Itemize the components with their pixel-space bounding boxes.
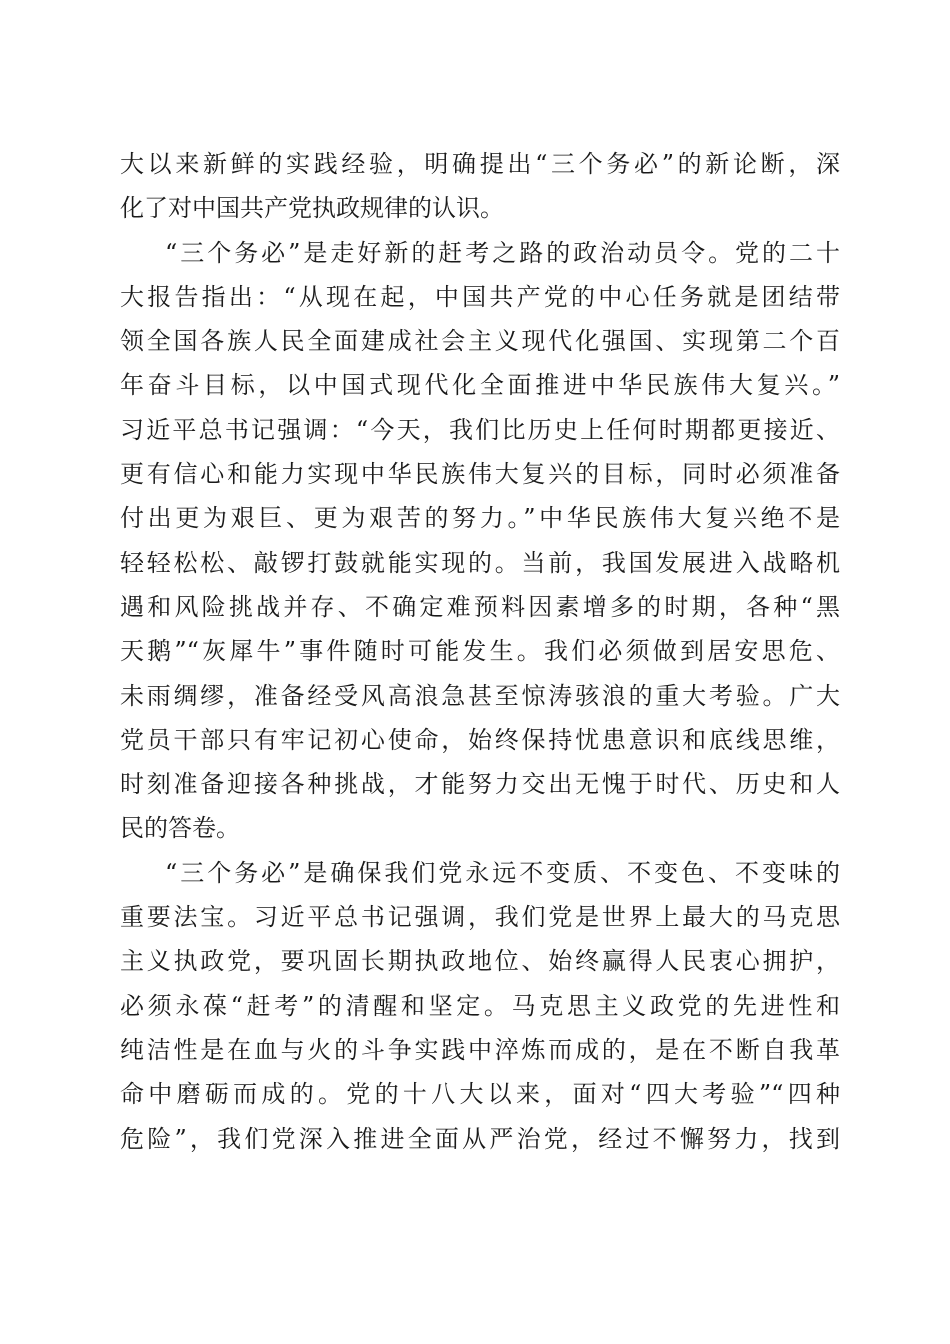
paragraph-2	[120, 231, 840, 851]
text-line: 时刻准备迎接各种挑战，才能努力交出无愧于时代、历史和人	[120, 770, 840, 799]
paragraph-1	[120, 142, 840, 231]
text-line: 党员干部只有牢记初心使命，始终保持忧患意识和底线思维，	[120, 725, 840, 754]
text-line: 未雨绸缪，准备经受风高浪急甚至惊涛骇浪的重大考验。广大	[120, 681, 840, 710]
text-line: 大报告指出：“从现在起，中国共产党的中心任务就是团结带	[120, 282, 840, 311]
text-line: 主义执政党，要巩固长期执政地位、始终赢得人民衷心拥护，	[120, 947, 840, 976]
text-line: “三个务必”是确保我们党永远不变质、不变色、不变味的	[165, 858, 840, 887]
text-line: 轻轻松松、敲锣打鼓就能实现的。当前，我国发展进入战略机	[120, 548, 840, 577]
text-line: 危险”，我们党深入推进全面从严治党，经过不懈努力，找到	[120, 1124, 840, 1153]
document-body	[120, 142, 840, 1161]
text-line: 年奋斗目标，以中国式现代化全面推进中华民族伟大复兴。”	[120, 371, 840, 400]
text-line: 遇和风险挑战并存、不确定难预料因素增多的时期，各种“黑	[120, 592, 840, 621]
text-line: 化了对中国共产党执政规律的认识。	[120, 194, 504, 223]
text-line: 付出更为艰巨、更为艰苦的努力。”中华民族伟大复兴绝不是	[120, 504, 840, 533]
text-line: 命中磨砺而成的。党的十八大以来，面对“四大考验”“四种	[120, 1080, 840, 1109]
text-line: “三个务必”是走好新的赶考之路的政治动员令。党的二十	[165, 238, 840, 267]
paragraph-3	[120, 851, 840, 1161]
text-line: 领全国各族人民全面建成社会主义现代化强国、实现第二个百	[120, 327, 840, 356]
text-line: 民的答卷。	[120, 814, 240, 843]
text-line: 大以来新鲜的实践经验，明确提出“三个务必”的新论断，深	[120, 150, 840, 178]
text-line: 更有信心和能力实现中华民族伟大复兴的目标，同时必须准备	[120, 460, 840, 489]
text-line: 习近平总书记强调：“今天，我们比历史上任何时期都更接近、	[120, 415, 840, 444]
text-line: 纯洁性是在血与火的斗争实践中淬炼而成的，是在不断自我革	[120, 1035, 840, 1064]
text-line: 天鹅”“灰犀牛”事件随时可能发生。我们必须做到居安思危、	[120, 637, 840, 666]
text-line: 必须永葆“赶考”的清醒和坚定。马克思主义政党的先进性和	[120, 991, 840, 1020]
text-line: 重要法宝。习近平总书记强调，我们党是世界上最大的马克思	[120, 903, 840, 932]
